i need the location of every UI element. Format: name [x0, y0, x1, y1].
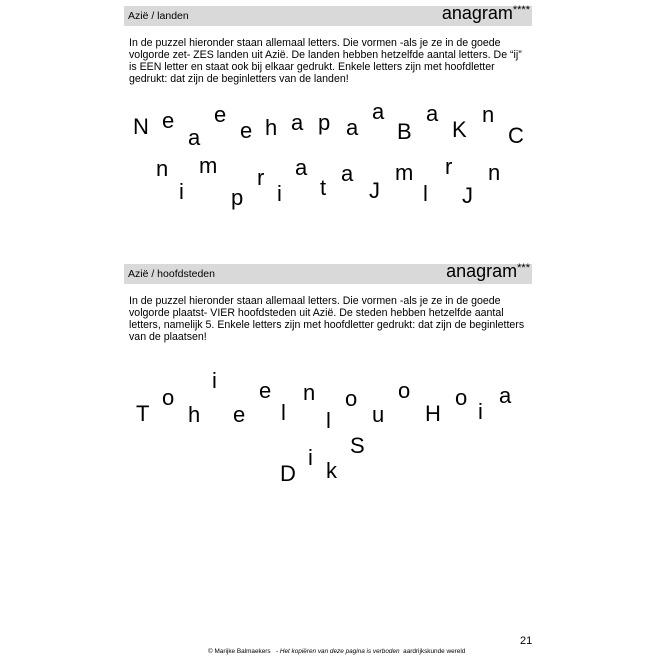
puzzle-letter: N	[133, 114, 149, 139]
section-header	[124, 3, 532, 26]
footer-series: aardrijkskunde wereld	[403, 648, 466, 655]
puzzle-letter: a	[346, 115, 359, 140]
instructions: In de puzzel hieronder staan allemaal letters. Die vormen -als je ze in de goede volgorde zet- ZES landen uit Azië. De landen hebben hetzelfde aantal letters. De “ij” is EEN letter en staat ook bij elkaar gedrukt. Enkele letters zijn met hoofdletter gedrukt: dat zijn de beginletters van de landen!	[129, 37, 522, 85]
puzzle-letter: u	[372, 402, 385, 427]
puzzle-letter: K	[452, 117, 467, 142]
puzzle-letter: J	[369, 178, 380, 203]
puzzle-letter: l	[281, 400, 286, 425]
puzzle-letter: h	[188, 402, 201, 427]
puzzle-letter: n	[482, 102, 495, 127]
puzzle-letter: a	[188, 125, 201, 150]
puzzle-letter: a	[295, 155, 308, 180]
puzzle-letter: m	[199, 153, 218, 178]
puzzle-letter: m	[395, 160, 414, 185]
puzzle-letter: e	[233, 402, 246, 427]
puzzle-letter: i	[478, 399, 483, 424]
puzzle-letter: a	[499, 383, 512, 408]
puzzle-letter: l	[326, 408, 331, 433]
puzzle-letter: o	[455, 385, 468, 410]
puzzle-letter: a	[291, 110, 304, 135]
puzzle-letter: i	[179, 179, 184, 204]
puzzle-letter: l	[423, 181, 428, 206]
section-label: Azië / landen	[128, 10, 189, 22]
puzzle-letter: a	[372, 99, 385, 124]
puzzle-letter: h	[265, 115, 278, 140]
puzzle-letter: D	[280, 461, 296, 486]
footer-notice: - Het kopiëren van deze pagina is verboden	[275, 648, 400, 655]
puzzle-letter: r	[257, 165, 265, 190]
puzzle-letter: H	[425, 401, 441, 426]
puzzle-letter: a	[341, 161, 354, 186]
puzzle-letter: e	[259, 378, 272, 403]
page-footer	[208, 648, 465, 655]
puzzle-letter: p	[231, 185, 244, 210]
puzzle-letter: o	[162, 385, 175, 410]
section-label: Azië / hoofdsteden	[128, 268, 215, 280]
puzzle-letter: J	[462, 183, 473, 208]
puzzle-letter: o	[398, 378, 411, 403]
difficulty-stars: ****	[512, 4, 530, 16]
puzzle-letter: e	[214, 102, 227, 127]
puzzle-letter: i	[308, 445, 313, 470]
page-number: 21	[520, 635, 533, 647]
puzzle-letter: r	[445, 154, 453, 179]
section-header	[124, 261, 532, 284]
puzzle-letter: t	[320, 175, 327, 200]
puzzle-letter: e	[240, 118, 253, 143]
puzzle-letter: n	[303, 380, 316, 405]
puzzle-letter: S	[350, 433, 365, 458]
instructions: In de puzzel hieronder staan allemaal letters. Die vormen -als je ze in de goede volgorde plaatst- VIER hoofdsteden uit Azië. De steden hebben hetzelfde aantal letters, namelijk 5. Enkele letters zijn met hoofdletter gedrukt: dat zijn de beginletters van de plaatsen!	[129, 295, 525, 343]
puzzle-letter: o	[345, 386, 358, 411]
puzzle-letter: i	[277, 181, 282, 206]
puzzle-letter: T	[136, 401, 150, 426]
puzzle-letter: p	[318, 110, 331, 135]
puzzle-letter: B	[397, 119, 412, 144]
puzzle-letter: n	[488, 160, 501, 185]
puzzle-letter: C	[508, 123, 524, 148]
puzzle-letter: e	[162, 108, 175, 133]
footer-copyright: © Marijke Balmaekers	[208, 648, 271, 655]
puzzle-letter: a	[426, 101, 439, 126]
puzzle-letter: n	[156, 156, 169, 181]
difficulty-stars: ***	[517, 262, 530, 274]
puzzle-letter: i	[212, 368, 217, 393]
section-title: anagram****	[441, 3, 530, 23]
puzzle-letter: k	[326, 458, 337, 483]
section-title: anagram***	[446, 261, 530, 281]
